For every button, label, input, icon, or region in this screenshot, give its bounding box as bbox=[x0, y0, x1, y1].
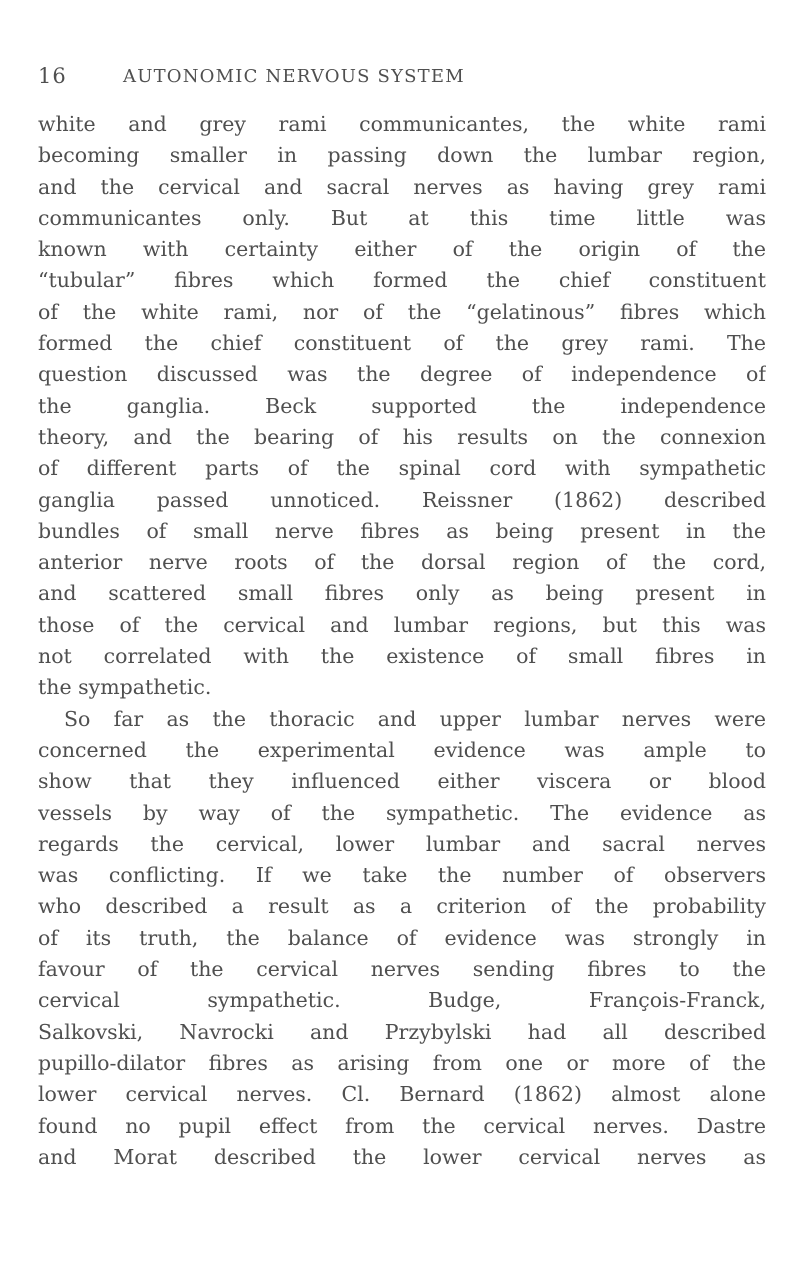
text-line: formed the chief constituent of the grey rami. The bbox=[38, 331, 766, 356]
text-line: the sympathetic. bbox=[38, 675, 212, 700]
text-line: not correlated with the existence of small fibres in bbox=[38, 644, 766, 669]
text-line: bundles of small nerve fibres as being present in the bbox=[38, 518, 766, 543]
text-line: Salkovski, Navrocki and Przybylski had all described bbox=[38, 1019, 766, 1044]
text-line: found no pupil effect from the cervical nerves. Dastre bbox=[38, 1113, 766, 1138]
text-line: “tubular” fibres which formed the chief constituent bbox=[38, 268, 766, 293]
body-text bbox=[38, 109, 766, 1173]
text-line: communicantes only. But at this time little was bbox=[38, 205, 766, 230]
text-line: becoming smaller in passing down the lumbar region, bbox=[38, 143, 766, 168]
text-line: concerned the experimental evidence was ample to bbox=[38, 737, 766, 762]
text-line: of the white rami, nor of the “gelatinous” fibres which bbox=[38, 299, 766, 324]
text-line: and the cervical and sacral nerves as having grey rami bbox=[38, 174, 766, 199]
text-line: and scattered small fibres only as being present in bbox=[38, 581, 766, 606]
text-line: vessels by way of the sympathetic. The evidence as bbox=[38, 800, 766, 825]
text-line: show that they influenced either viscera or blood bbox=[38, 769, 766, 794]
text-line: the ganglia. Beck supported the independence bbox=[38, 393, 766, 418]
running-title: AUTONOMIC NERVOUS SYSTEM bbox=[123, 66, 465, 87]
text-line: theory, and the bearing of his results on the connexion bbox=[38, 424, 766, 449]
text-line: white and grey rami communicantes, the white rami bbox=[38, 112, 766, 136]
text-line: known with certainty either of the origin of the bbox=[38, 237, 766, 262]
text-line: who described a result as a criterion of the probability bbox=[38, 894, 766, 919]
text-line: lower cervical nerves. Cl. Bernard (1862) almost alone bbox=[38, 1082, 766, 1107]
text-line: of different parts of the spinal cord with sympathetic bbox=[38, 456, 766, 481]
text-line: cervical sympathetic. Budge, François-Franck, bbox=[38, 988, 766, 1013]
text-line: ganglia passed unnoticed. Reissner (1862) described bbox=[38, 487, 766, 512]
text-line: favour of the cervical nerves sending fibres to the bbox=[38, 957, 766, 982]
text-line: question discussed was the degree of independence of bbox=[38, 362, 766, 387]
text-line: those of the cervical and lumbar regions, but this was bbox=[38, 612, 766, 637]
page-number: 16 bbox=[38, 64, 67, 88]
text-line: was conflicting. If we take the number of observers bbox=[38, 863, 766, 888]
text-line: pupillo-dilator fibres as arising from one or more of the bbox=[38, 1050, 766, 1075]
paragraph-first-line: So far as the thoracic and upper lumbar nerves were bbox=[64, 706, 766, 731]
text-line: regards the cervical, lower lumbar and sacral nerves bbox=[38, 831, 766, 856]
text-line: of its truth, the balance of evidence was strongly in bbox=[38, 925, 766, 950]
text-line: anterior nerve roots of the dorsal region of the cord, bbox=[38, 550, 766, 575]
text-line: and Morat described the lower cervical nerves as bbox=[38, 1144, 766, 1169]
running-header bbox=[38, 64, 766, 94]
